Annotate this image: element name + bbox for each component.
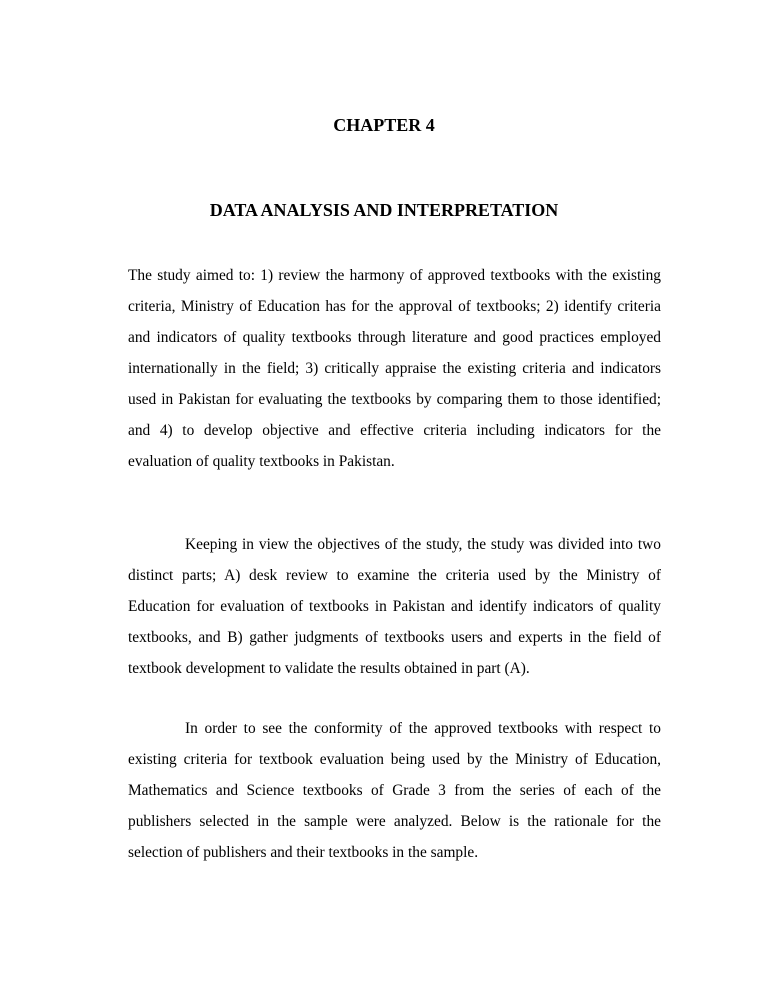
chapter-title-heading: DATA ANALYSIS AND INTERPRETATION <box>209 200 559 220</box>
paragraph-study-parts: Keeping in view the objectives of the study, the study was divided into two distinct parts; A) desk review to examine the criteria used by the Ministry of Education for evaluation of textbooks in Pakistan and identify indicators of quality textbooks, and B) gather judgments of textbooks users and experts in the field of textbook development to validate the results obtained in part (A). <box>128 536 661 677</box>
paragraph-study-aims: The study aimed to: 1) review the harmony of approved textbooks with the existing criteria, Ministry of Education has for the approval of textbooks; 2) identify criteria and indicators of quality textbooks through literature and good practices employed internationally in the field; 3) critically appraise the existing criteria and indicators used in Pakistan for evaluating the textbooks by comparing them to those identified; and 4) to develop objective and effective criteria including indicators for the evaluation of quality textbooks in Pakistan. <box>128 267 661 470</box>
paragraph-textbook-conformity: In order to see the conformity of the approved textbooks with respect to existing criteria for textbook evaluation being used by the Ministry of Education, Mathematics and Science textbooks of Grade 3 from the series of each of the publishers selected in the sample were analyzed. Below is the rationale for the selection of publishers and their textbooks in the sample. <box>128 720 661 861</box>
chapter-number-heading: CHAPTER 4 <box>333 115 435 135</box>
